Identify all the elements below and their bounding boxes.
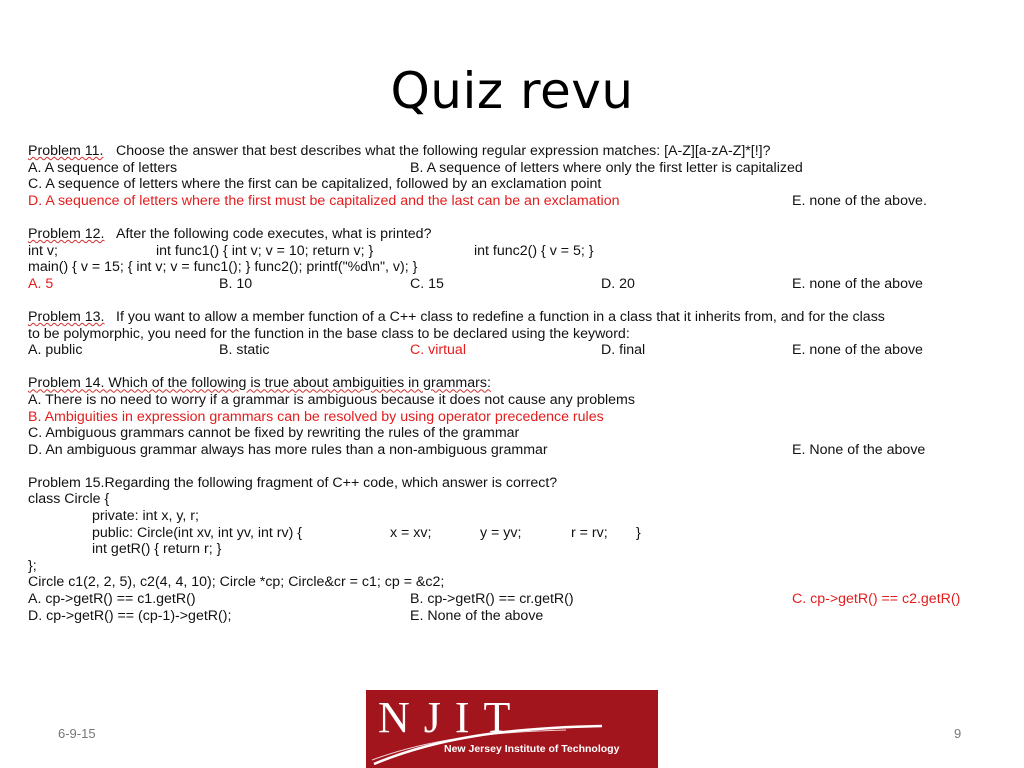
problem-14-heading: Problem 14. Which of the following is true about ambiguities in grammars:: [28, 375, 491, 392]
problem-13-option-e: E. none of the above: [792, 342, 923, 359]
slide-title: Quiz revu: [390, 62, 634, 120]
problem-14-option-c-row: [28, 425, 988, 442]
spacer: [28, 209, 988, 226]
code-class-line: class Circle {: [28, 491, 110, 508]
code-assign-r: r = rv;: [571, 524, 608, 541]
problem-11-option-c-row: [28, 176, 988, 193]
problem-13-text: If you want to allow a member function of a C++ class to redefine a function in a class that it inherits from, and for the class: [116, 308, 885, 325]
problem-11-heading: Problem 11.: [28, 143, 104, 159]
problem-14-option-e: E. None of the above: [792, 441, 926, 458]
problem-15-option-b: B. cp->getR() == cr.getR(): [410, 591, 574, 608]
code-private-line: private: int x, y, r;: [92, 508, 199, 525]
problem-14-option-c: C. Ambiguous grammars cannot be fixed by rewriting the rules of the grammar: [28, 425, 520, 442]
problem-15-code-class: [28, 491, 988, 508]
code-assign-x: x = xv;: [390, 524, 432, 541]
problem-13-text-2: to be polymorphic, you need for the function in the base class to be declared using the keyword:: [28, 325, 630, 342]
problem-15-option-c-correct: C. cp->getR() == c2.getR(): [792, 591, 961, 608]
problem-13-option-a: A. public: [28, 342, 83, 359]
problem-13-option-d: D. final: [601, 342, 646, 359]
problem-11-option-a: A. A sequence of letters: [28, 159, 178, 176]
slide-page-number: 9: [954, 726, 962, 741]
problem-13-question: [28, 309, 988, 326]
logo-letters: NJIT: [378, 693, 525, 742]
problem-11-option-b: B. A sequence of letters where only the first letter is capitalized: [410, 159, 803, 176]
problem-12-code-func2: int func2() { v = 5; }: [474, 242, 594, 259]
problem-14-option-b-correct: B. Ambiguities in expression grammars can be resolved by using operator precedence rules: [28, 408, 604, 425]
problem-11-text: Choose the answer that best describes what the following regular expression matches: [A-Z][a-zA-Z]*[!]?: [116, 143, 771, 159]
code-getr-line: int getR() { return r; }: [92, 541, 222, 558]
quiz-content: [28, 143, 988, 624]
code-public-line: public: Circle(int xv, int yv, int rv) {: [92, 524, 302, 541]
problem-12-options: [28, 276, 988, 293]
problem-11-option-c: C. A sequence of letters where the first can be capitalized, followed by an exclamation point: [28, 176, 602, 193]
problem-12-text: After the following code executes, what is printed?: [116, 225, 432, 242]
problem-12-question: [28, 226, 988, 243]
problem-12-code-line-2: [28, 259, 988, 276]
slide-date: 6-9-15: [58, 726, 96, 741]
problem-11-options-ab: [28, 160, 988, 177]
problem-15-options-abc: [28, 591, 988, 608]
problem-13-option-c-correct: C. virtual: [410, 342, 466, 359]
problem-15-heading: Problem 15.Regarding the following fragment of C++ code, which answer is correct?: [28, 474, 558, 491]
problem-14-options-de: [28, 442, 988, 459]
problem-11-option-e: E. none of the above.: [792, 192, 927, 209]
problem-12-option-e: E. none of the above: [792, 275, 923, 292]
problem-12-option-d: D. 20: [601, 275, 635, 292]
code-end-line: };: [28, 557, 37, 574]
problem-11-options-de: [28, 193, 988, 210]
problem-12-code-func1: int func1() { int v; v = 10; return v; }: [156, 242, 374, 259]
problem-12-option-c: C. 15: [410, 275, 444, 292]
logo-subtitle: New Jersey Institute of Technology: [444, 743, 620, 755]
problem-12-option-a-correct: A. 5: [28, 275, 54, 292]
problem-11-question: [28, 143, 988, 160]
problem-15-code-end: [28, 558, 988, 575]
problem-14-question: [28, 375, 988, 392]
problem-15-code-getr: [28, 541, 988, 558]
problem-12-code-main: main() { v = 15; { int v; v = func1(); } func2(); printf("%d\n", v); }: [28, 259, 418, 276]
problem-15-option-e: E. None of the above: [410, 607, 544, 624]
problem-12-heading: Problem 12.: [28, 225, 105, 242]
problem-13-question-line-2: [28, 326, 988, 343]
problem-14-option-a: A. There is no need to worry if a grammar is ambiguous because it does not cause any problems: [28, 391, 635, 408]
problem-14-option-a-row: [28, 392, 988, 409]
problem-15-question: [28, 475, 988, 492]
problem-13-option-b: B. static: [219, 342, 270, 359]
problem-15-code-decl: [28, 574, 988, 591]
code-close-brace: }: [636, 524, 641, 541]
problem-15-options-de: [28, 608, 988, 625]
problem-12-code-decl: int v;: [28, 242, 58, 259]
problem-15-code-public: [28, 525, 988, 542]
code-decl-line: Circle c1(2, 2, 5), c2(4, 4, 10); Circle *cp; Circle&cr = c1; cp = &c2;: [28, 574, 445, 591]
code-assign-y: y = yv;: [480, 524, 522, 541]
problem-13-heading: Problem 13.: [28, 308, 105, 325]
problem-11-option-d-correct: D. A sequence of letters where the first must be capitalized and the last can be an exclamation: [28, 192, 620, 209]
spacer: [28, 292, 988, 309]
problem-15-option-a: A. cp->getR() == c1.getR(): [28, 591, 196, 608]
spacer: [28, 359, 988, 376]
problem-14-option-d: D. An ambiguous grammar always has more rules than a non-ambiguous grammar: [28, 441, 548, 458]
problem-15-code-private: [28, 508, 988, 525]
spacer: [28, 458, 988, 475]
problem-12-code-line-1: [28, 243, 988, 260]
problem-12-option-b: B. 10: [219, 275, 253, 292]
problem-13-options: [28, 342, 988, 359]
problem-15-option-d: D. cp->getR() == (cp-1)->getR();: [28, 607, 232, 624]
njit-logo: [366, 690, 658, 768]
problem-14-option-b-row: [28, 409, 988, 426]
